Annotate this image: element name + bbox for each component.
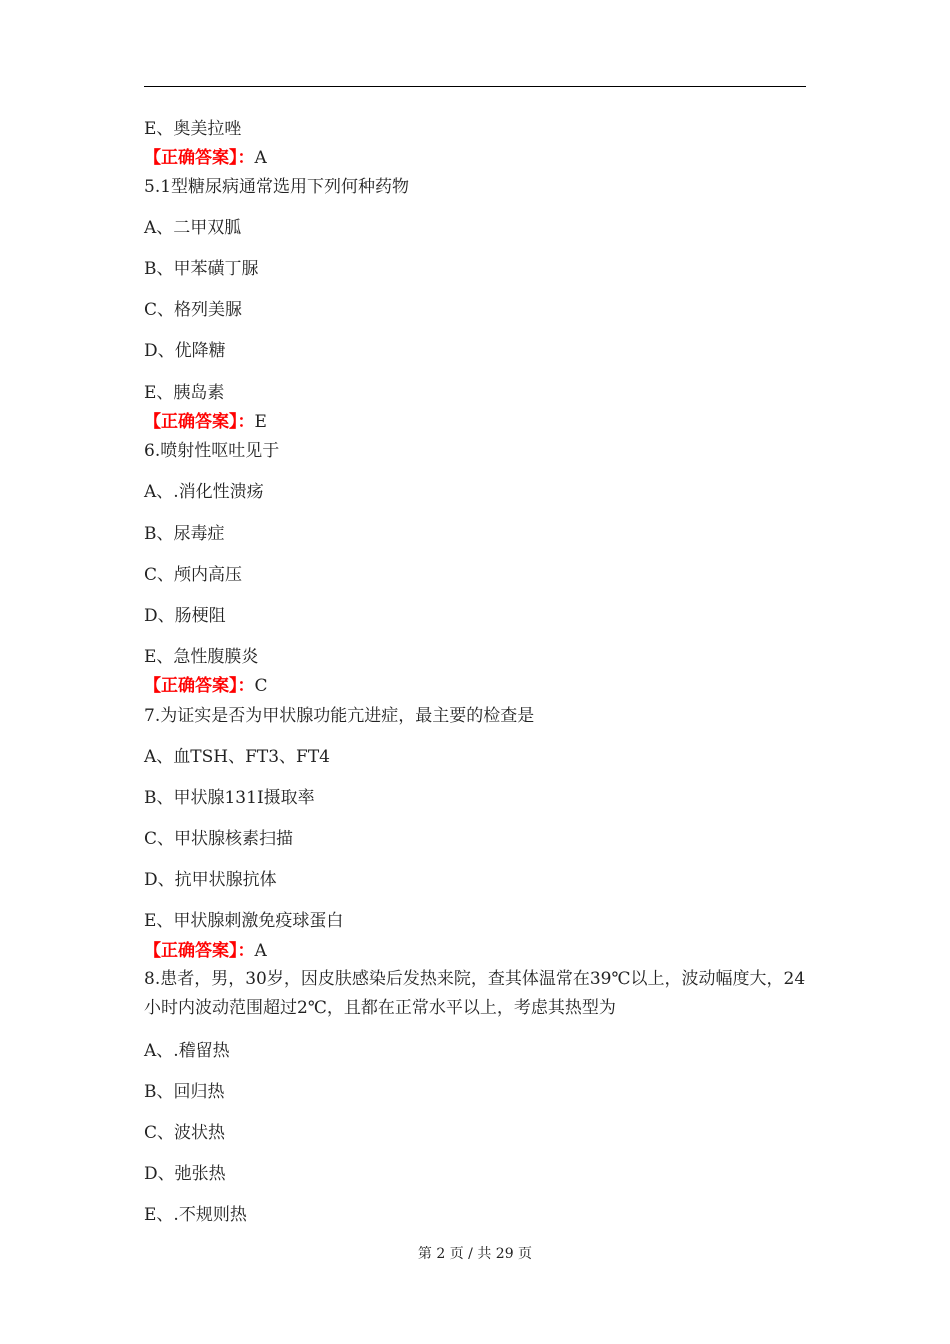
answer-label: 【正确答案】： <box>144 941 255 961</box>
q8-option-c: C、波状热 <box>144 1123 226 1143</box>
q7-answer <box>144 940 267 962</box>
q6-stem: 6.喷射性呕吐见于 <box>144 441 280 461</box>
q8-option-e: E、.不规则热 <box>144 1205 247 1225</box>
q8-stem: 8.患者，男，30岁，因皮肤感染后发热来院，查其体温常在39℃以上，波动幅度大，24小时内波动范围超过2℃，且都在正常水平以上，考虑其热型为 <box>144 969 806 1018</box>
answer-label: 【正确答案】： <box>144 676 255 696</box>
q6-answer <box>144 675 268 697</box>
q5-option-e: E、胰岛素 <box>144 383 225 403</box>
answer-label: 【正确答案】： <box>144 412 255 432</box>
answer-value: A <box>254 941 267 961</box>
q7-option-e: E、甲状腺刺激免疫球蛋白 <box>144 911 344 931</box>
page-footer: 第 2 页 / 共 29 页 <box>417 1246 533 1262</box>
answer-value: A <box>254 148 267 168</box>
q6-option-d: D、肠梗阻 <box>144 606 226 626</box>
q5-option-b: B、甲苯磺丁脲 <box>144 259 259 279</box>
q7-stem: 7.为证实是否为甲状腺功能亢进症，最主要的检查是 <box>144 706 535 726</box>
q7-option-c: C、甲状腺核素扫描 <box>144 829 294 849</box>
q7-option-d: D、抗甲状腺抗体 <box>144 870 277 890</box>
q5-answer <box>144 411 267 433</box>
q7-option-a: A、血TSH、FT3、FT4 <box>144 747 330 767</box>
q5-option-d: D、优降糖 <box>144 341 226 361</box>
q6-option-c: C、颅内高压 <box>144 565 243 585</box>
q6-option-a: A、.消化性溃疡 <box>144 482 264 502</box>
q5-option-c: C、格列美脲 <box>144 300 243 320</box>
q8-option-a: A、.稽留热 <box>144 1041 230 1061</box>
answer-label: 【正确答案】： <box>144 148 255 168</box>
q6-option-b: B、尿毒症 <box>144 524 225 544</box>
answer-value: E <box>254 412 267 432</box>
q8-option-d: D、弛张热 <box>144 1164 226 1184</box>
q8-option-b: B、回归热 <box>144 1082 225 1102</box>
q6-option-e: E、急性腹膜炎 <box>144 647 259 667</box>
q7-option-b: B、甲状腺131I摄取率 <box>144 788 315 808</box>
q5-stem: 5.1型糖尿病通常选用下列何种药物 <box>144 177 410 197</box>
q4-option-e: E、奥美拉唑 <box>144 119 242 139</box>
q4-answer <box>144 147 267 169</box>
answer-value: C <box>254 676 268 696</box>
q5-option-a: A、二甲双胍 <box>144 218 242 238</box>
header-rule <box>144 86 806 87</box>
